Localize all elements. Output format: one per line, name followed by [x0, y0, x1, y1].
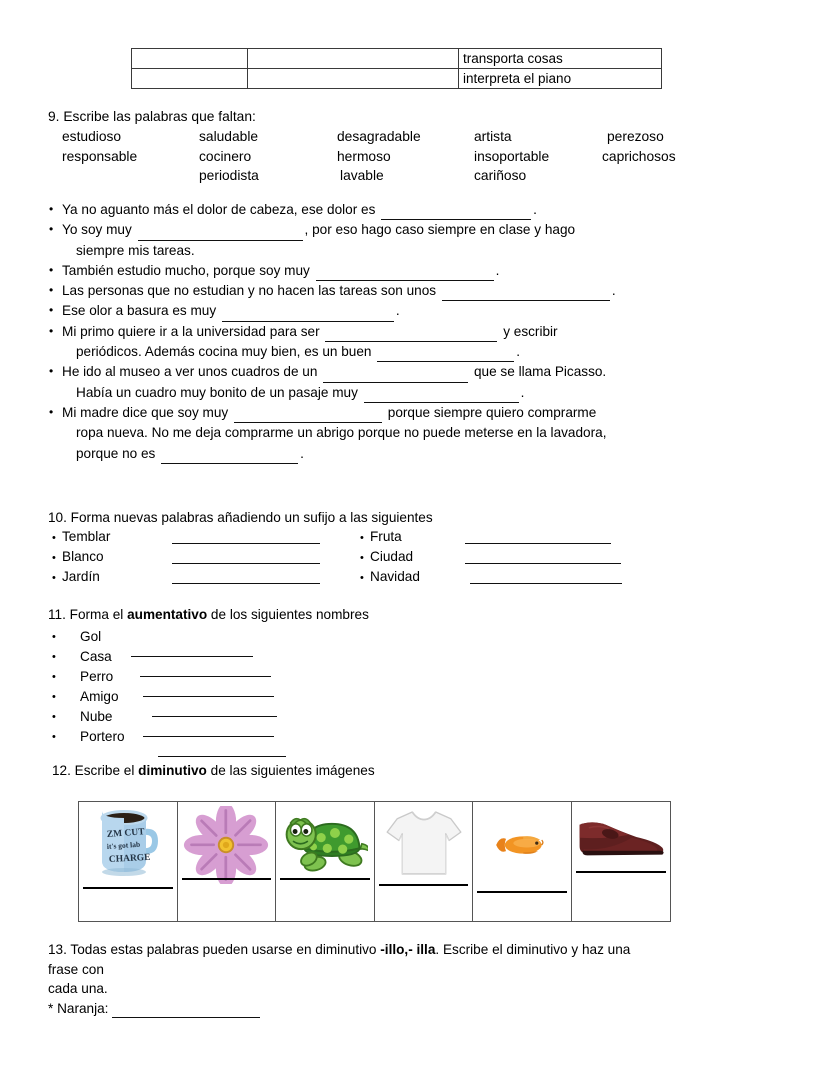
answer-blank[interactable]	[576, 871, 666, 873]
sentence-text: Había un cuadro muy bonito de un pasaje muy	[76, 384, 362, 400]
sentence-text: Ese olor a basura es muy	[62, 303, 220, 319]
heading-text: 12. Escribe el	[52, 763, 139, 778]
list-item	[360, 529, 611, 544]
word-label: Ciudad	[370, 549, 414, 564]
word-label: Temblar	[62, 529, 111, 544]
answer-blank[interactable]	[280, 878, 370, 880]
table-cell-blank	[132, 69, 248, 89]
item-label: * Naranja:	[48, 1000, 109, 1016]
table-cell-blank	[132, 49, 248, 69]
cell-content	[473, 802, 571, 921]
exercise-11-heading	[48, 607, 548, 622]
bullet-icon	[360, 549, 370, 564]
heading-text: de las siguientes imágenes	[206, 763, 375, 778]
word-label: • Casa	[80, 649, 112, 664]
answer-blank[interactable]	[465, 551, 621, 564]
word-bank-item: perezoso	[607, 129, 664, 144]
list-item	[48, 403, 783, 464]
list-item	[48, 647, 548, 667]
list-item	[52, 549, 320, 564]
heading-text: . Escribe el diminutivo y haz una	[435, 942, 631, 957]
heading-emphasis: -illo,- illa	[380, 942, 436, 957]
list-item	[360, 569, 622, 584]
fish-icon	[491, 829, 553, 861]
picture-cell-turtle	[276, 802, 375, 922]
word-bank-item: artista	[474, 129, 512, 144]
bullet-icon	[360, 569, 370, 584]
answer-blank[interactable]	[470, 571, 622, 584]
sentence-text: Ya no aguanto más el dolor de cabeza, ese dolor es	[62, 202, 380, 217]
answer-blank[interactable]	[182, 878, 272, 880]
answer-blank[interactable]	[364, 389, 519, 403]
picture-cell-mug	[79, 802, 178, 922]
exercise-13-heading-line2: frase con	[48, 961, 104, 977]
list-item	[52, 569, 320, 584]
cell-content	[178, 802, 276, 921]
answer-blank[interactable]	[222, 308, 394, 322]
word-bank-item: responsable	[62, 148, 138, 164]
table-cell-blank	[248, 69, 459, 89]
picture-table	[78, 801, 671, 922]
heading-emphasis: diminutivo	[138, 763, 207, 778]
sentence-text: .	[395, 303, 400, 319]
list-item	[360, 549, 621, 564]
word-label: • Portero	[80, 729, 125, 744]
answer-blank[interactable]	[138, 227, 303, 241]
word-bank-item: insoportable	[474, 148, 550, 164]
sentence-continuation	[62, 383, 783, 403]
table-cell-blank	[248, 49, 459, 69]
turtle-icon	[282, 810, 368, 876]
exercise-10-heading: 10. Forma nuevas palabras añadiendo un sufijo a las siguientes	[48, 510, 433, 525]
answer-blank[interactable]	[465, 531, 611, 544]
answer-blank[interactable]	[379, 884, 469, 886]
answer-blank[interactable]	[477, 891, 567, 893]
answer-blank[interactable]	[172, 551, 320, 564]
heading-text: 11. Forma el	[48, 607, 128, 622]
heading-text: de los siguientes nombres	[207, 607, 369, 622]
sentence-text: , por eso hago caso siempre en clase y hago	[304, 222, 576, 238]
sentence-continuation: ropa nueva. No me deja comprarme un abrigo porque no puede meterse en la lavadora,	[76, 425, 607, 441]
sentence-text: porque no es	[76, 445, 160, 461]
list-item	[48, 220, 783, 261]
word-bank-row	[62, 166, 762, 186]
answer-blank[interactable]	[83, 887, 173, 889]
sentence-text: También estudio mucho, porque soy muy	[62, 262, 314, 278]
answer-blank[interactable]	[172, 571, 320, 584]
picture-cell-tshirt	[374, 802, 473, 922]
exercise-10	[48, 510, 788, 593]
exercise-13	[48, 940, 788, 1018]
list-item	[48, 261, 783, 281]
svg-text:CHARGE: CHARGE	[108, 852, 151, 865]
answer-blank[interactable]	[158, 743, 286, 757]
table-row	[132, 69, 662, 89]
cell-content	[276, 802, 374, 921]
list-item	[48, 667, 548, 687]
exercise-9-sentences	[48, 200, 783, 464]
bullet-icon	[52, 569, 62, 584]
sentence-text: .	[495, 262, 500, 278]
word-bank-row	[62, 147, 762, 167]
svg-text:it's got lab: it's got lab	[106, 839, 141, 851]
table-row	[132, 49, 662, 69]
fragment-table	[131, 48, 662, 89]
answer-blank[interactable]	[325, 328, 497, 342]
mug-icon	[90, 809, 166, 877]
cell-content	[79, 802, 177, 921]
sentence-text: .	[300, 445, 304, 461]
answer-blank[interactable]	[234, 409, 382, 423]
cell-content	[572, 802, 670, 921]
word-bank-item: periodista	[199, 168, 259, 183]
sentence-text: y escribir	[499, 323, 558, 339]
word-bank-item: cocinero	[199, 148, 252, 164]
exercise-9-heading: 9. Escribe las palabras que faltan:	[48, 109, 256, 124]
word-bank-item: saludable	[199, 129, 259, 144]
answer-blank[interactable]	[161, 450, 298, 464]
list-item	[48, 687, 548, 707]
sentence-text: porque siempre quiero comprarme	[384, 404, 597, 420]
heading-text: 13. Todas estas palabras pueden usarse en diminutivo	[48, 942, 381, 957]
exercise-12-heading	[52, 763, 375, 778]
picture-cell-flower	[177, 802, 276, 922]
table-cell-text: interpreta el piano	[459, 69, 662, 89]
sentence-text: He ido al museo a ver unos cuadros de un	[62, 364, 322, 380]
flower-icon	[183, 806, 269, 884]
shoe-icon	[575, 817, 667, 857]
answer-blank[interactable]	[172, 531, 320, 544]
word-label: Blanco	[62, 549, 104, 564]
exercise-13-heading-line1	[48, 940, 788, 960]
exercise-13-item	[48, 999, 788, 1019]
exercise-10-columns	[48, 529, 788, 593]
word-label: Jardín	[62, 569, 100, 584]
sentence-text: periódicos. Además cocina muy bien, es un buen	[76, 344, 376, 360]
list-item	[48, 301, 783, 321]
exercise-11	[48, 607, 548, 747]
word-bank-item: desagradable	[337, 129, 421, 144]
word-label: Fruta	[370, 529, 402, 544]
sentence-text: Mi madre dice que soy muy	[62, 404, 232, 420]
tshirt-icon	[382, 807, 466, 879]
exercise-13-heading-line3: cada una.	[48, 981, 108, 996]
picture-cell-fish	[473, 802, 572, 922]
sentence-text: .	[516, 344, 521, 360]
bullet-icon	[360, 529, 370, 544]
picture-cell-shoe	[571, 802, 670, 922]
word-label: • Gol	[80, 629, 102, 644]
word-bank-row	[62, 127, 762, 147]
heading-emphasis: aumentativo	[127, 607, 208, 622]
word-label: • Nube	[80, 709, 113, 724]
bullet-icon	[52, 549, 62, 564]
bullet-icon	[52, 529, 62, 544]
sentence-text: Yo soy muy	[62, 222, 136, 238]
sentence-text: .	[520, 384, 525, 400]
word-label: Navidad	[370, 569, 420, 584]
table-cell-text: transporta cosas	[459, 49, 662, 69]
sentence-text: que se llama Picasso.	[470, 364, 607, 380]
word-bank-item: caprichosos	[602, 148, 676, 164]
list-item	[48, 322, 783, 363]
answer-blank[interactable]	[381, 206, 531, 220]
answer-blank[interactable]	[316, 267, 494, 281]
word-bank-item: estudioso	[62, 129, 122, 144]
word-label: • Perro	[80, 669, 114, 684]
word-bank-item: cariñoso	[474, 168, 527, 183]
sentence-continuation	[62, 444, 783, 464]
word-bank-item: lavable	[340, 168, 384, 183]
answer-blank[interactable]	[442, 287, 610, 301]
sentence-text: Las personas que no estudian y no hacen las tareas son unos	[62, 283, 440, 299]
word-bank-item: hermoso	[337, 148, 391, 164]
word-bank	[62, 127, 762, 186]
table-row	[79, 802, 671, 922]
list-item	[48, 200, 783, 220]
word-label: • Amigo	[80, 689, 119, 704]
cell-content	[375, 802, 473, 921]
sentence-continuation: siempre mis tareas.	[76, 242, 195, 258]
list-item	[52, 529, 320, 544]
list-item	[48, 362, 783, 403]
sentence-text: Mi primo quiere ir a la universidad para ser	[62, 323, 324, 339]
sentence-text: .	[533, 202, 537, 217]
answer-blank[interactable]	[323, 369, 468, 383]
answer-blank[interactable]	[112, 1004, 260, 1018]
list-item	[48, 707, 548, 727]
sentence-text: .	[611, 283, 616, 299]
list-item	[48, 727, 548, 747]
answer-blank[interactable]	[377, 348, 514, 362]
sentence-continuation	[62, 342, 783, 362]
list-item	[48, 281, 783, 301]
list-item	[48, 627, 548, 647]
svg-text:ZM CUT: ZM CUT	[106, 827, 145, 840]
